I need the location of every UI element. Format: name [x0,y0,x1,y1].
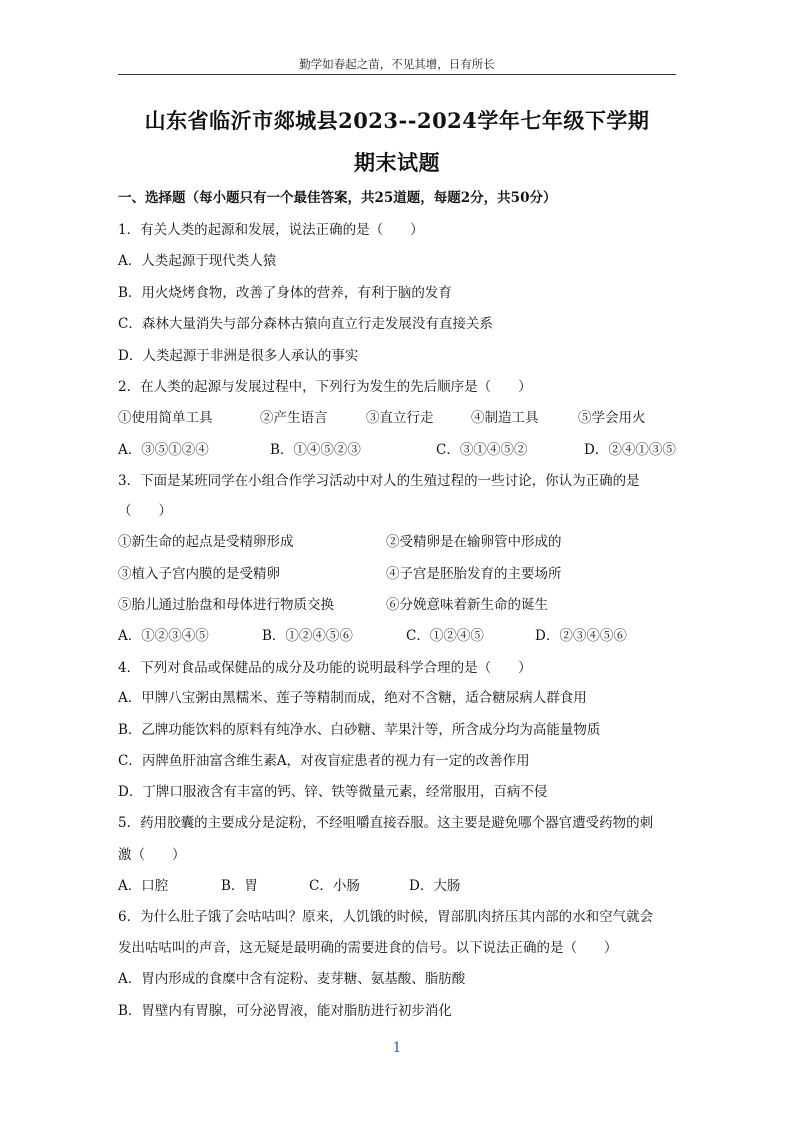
section-heading: 一、选择题（每小题只有一个最佳答案，共25道题，每题2分，共50分） [118,190,557,206]
question-3-item: ⑥分娩意味着新生命的诞生 [386,597,548,613]
question-5-stem: 5．药用胶囊的主要成分是淀粉，不经咀嚼直接吞服。这主要是避免哪个器官遭受药物的刺 [118,815,654,831]
question-3-item: ⑤胎儿通过胎盘和母体进行物质交换 [118,597,334,613]
question-3-item: ②受精卵是在输卵管中形成的 [386,534,562,550]
question-5-option: B．胃 [221,878,258,894]
question-4-option-c: C．丙牌鱼肝油富含维生素A，对夜盲症患者的视力有一定的改善作用 [118,753,530,769]
question-2-item: ③直立行走 [366,410,434,426]
question-3-option: B．①②④⑤⑥ [262,628,353,644]
question-3-item: ④子宫是胚胎发育的主要场所 [386,566,562,582]
question-6-stem-cont: 发出咕咕叫的声音，这无疑是最明确的需要进食的信号。以下说法正确的是（ ） [118,940,618,956]
question-1-stem: 1．有关人类的起源和发展，说法正确的是（ ） [118,222,424,238]
question-2-item: ④制造工具 [471,410,539,426]
exam-title: 山东省临沂市郯城县2023--2024学年七年级下学期 [144,108,650,133]
question-1-option-c: C．森林大量消失与部分森林古猿向直立行走发展没有直接关系 [118,316,493,332]
header-divider [118,74,676,75]
question-6-option-a: A．胃内形成的食糜中含有淀粉、麦芽糖、氨基酸、脂肪酸 [118,971,466,987]
question-4-option-a: A．甲牌八宝粥由黑糯米、莲子等精制而成，绝对不含糖，适合糖尿病人群食用 [118,690,587,706]
page-header-motto: 勤学如春起之苗，不见其增，日有所长 [299,57,495,71]
question-2-option: D．②④①③⑤ [584,442,676,458]
question-6-option-b: B．胃壁内有胃腺，可分泌胃液，能对脂肪进行初步消化 [118,1003,452,1019]
question-3-option: A．①②③④⑤ [118,628,209,644]
page-number: 1 [392,1040,402,1056]
question-2-item: ②产生语言 [260,410,328,426]
question-3-item: ①新生命的起点是受精卵形成 [118,534,294,550]
exam-subtitle: 期末试题 [354,150,440,175]
question-1-option-d: D．人类起源于非洲是很多人承认的事实 [118,348,359,364]
question-2-option: B．①④⑤②③ [270,442,361,458]
question-2-option: C．③①④⑤② [436,442,528,458]
question-5-option: C．小肠 [309,878,360,894]
question-3-stem: 3．下面是某班同学在小组合作学习活动中对人的生殖过程的一些讨论，你认为正确的是 [118,473,640,489]
question-2-item: ⑤学会用火 [578,410,646,426]
question-4-option-b: B．乙牌功能饮料的原料有纯净水、白砂糖、苹果汁等，所含成分均为高能量物质 [118,722,601,738]
question-6-stem: 6．为什么肚子饿了会咕咕叫？原来，人饥饿的时候，胃部肌肉挤压其内部的水和空气就会 [118,909,654,925]
question-1-option-a: A．人类起源于现代类人猿 [118,253,277,269]
question-2-option: A．③⑤①②④ [118,442,209,458]
question-3-item: ③植入子宫内膜的是受精卵 [118,566,280,582]
question-5-option: A．口腔 [118,878,169,894]
question-1-option-b: B．用火烧烤食物，改善了身体的营养，有利于脑的发育 [118,285,452,301]
question-3-stem-cont: （ ） [118,503,172,519]
question-2-item: ①使用简单工具 [118,410,213,426]
question-3-option: C．①②④⑤ [406,628,484,644]
question-2-stem: 2．在人类的起源与发展过程中，下列行为发生的先后顺序是（ ） [118,379,532,395]
question-4-stem: 4．下列对食品或保健品的成分及功能的说明最科学合理的是（ ） [118,660,532,676]
question-3-option: D．②③④⑤⑥ [535,628,627,644]
question-5-stem-cont: 激（ ） [118,847,186,863]
question-4-option-d: D．丁牌口服液含有丰富的钙、锌、铁等微量元素，经常服用，百病不侵 [118,784,548,800]
question-5-option: D．大肠 [409,878,461,894]
